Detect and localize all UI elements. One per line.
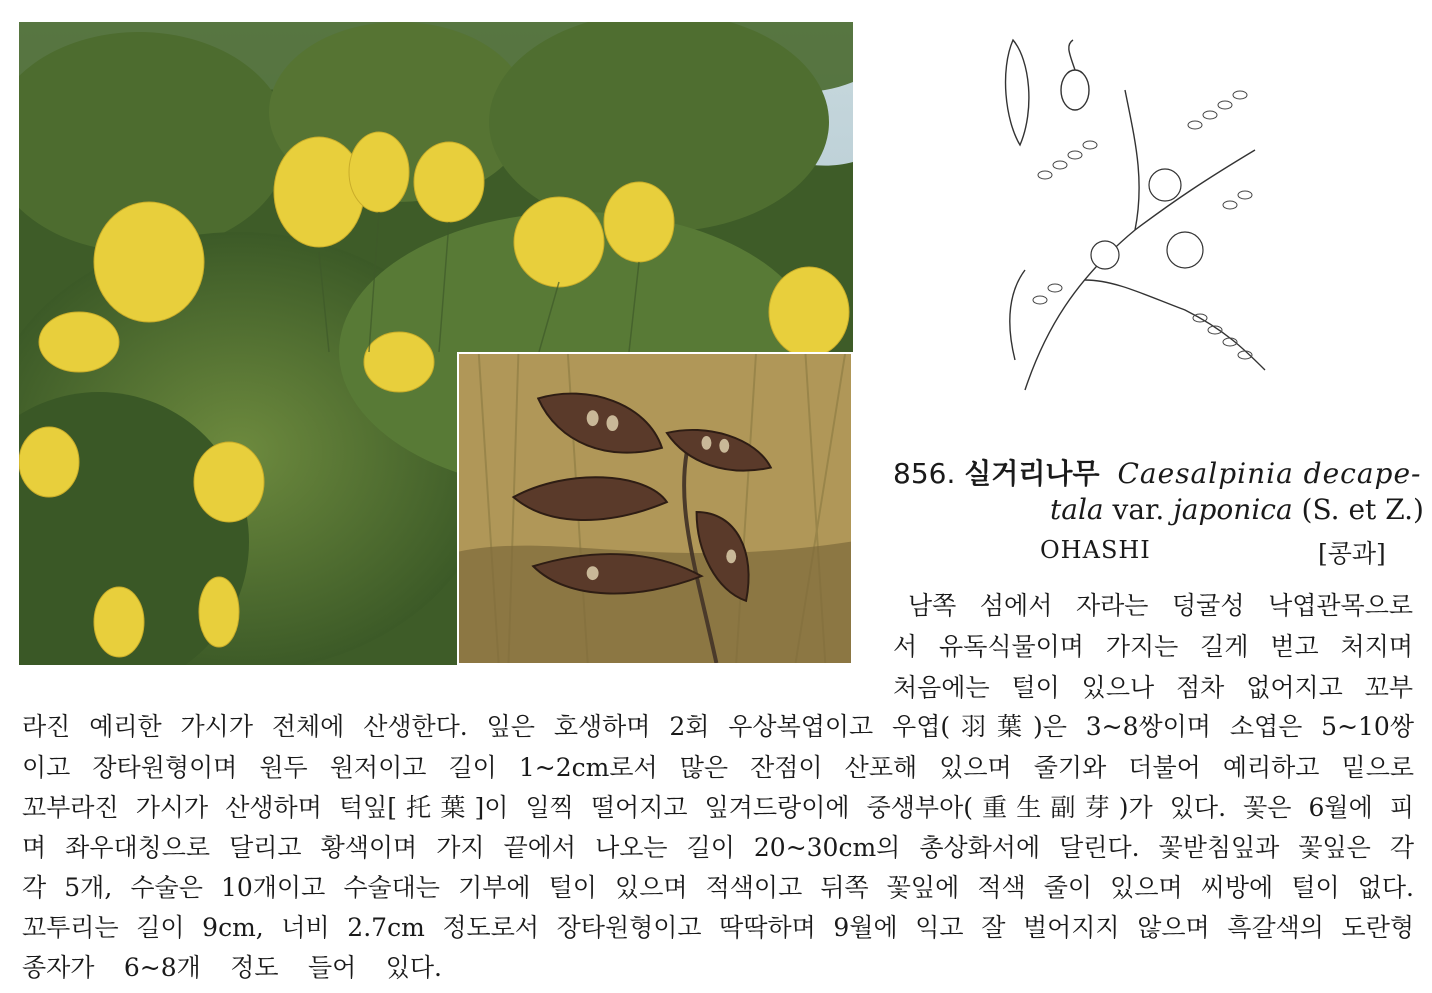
- entry-title: [893, 452, 1422, 492]
- latin-name-part-a: tala: [1050, 493, 1104, 526]
- korean-name: 실거리나무: [964, 457, 1100, 490]
- botanical-illustration: [985, 30, 1275, 405]
- body-text-line: 꼬투리는 길이 9cm, 너비 2.7cm 정도로서 장타원형이고 딱딱하며 9월에 익고 잘 벌어지지 않으며 흑갈색의 도란형: [22, 913, 1414, 942]
- body-text-line: 서 유독식물이며 가지는 길게 벋고 처지며: [893, 632, 1413, 661]
- body-text-line: 꼬부라진 가시가 산생하며 턱잎[托葉]이 일찍 떨어지고 잎겨드랑이에 중생부아(重生副芽)가 있다. 꽃은 6월에 피: [22, 793, 1414, 822]
- body-text-line: 각 5개, 수술은 10개이고 수술대는 기부에 털이 있으며 적색이고 뒤쪽 꽃잎에 적색 줄이 있으며 씨방에 털이 없다.: [22, 873, 1414, 902]
- body-text-line: 처음에는 털이 있으나 점차 없어지고 꼬부: [893, 673, 1413, 702]
- entry-number: 856.: [893, 457, 956, 490]
- body-text-line: 종자가 6~8개 정도 들어 있다.: [22, 953, 442, 982]
- latin-name-line-1: Caesalpinia decape-: [1117, 457, 1422, 490]
- body-text-line: 라진 예리한 가시가 전체에 산생한다. 잎은 호생하며 2회 우상복엽이고 우엽(羽葉)은 3~8쌍이며 소엽은 5~10쌍: [22, 712, 1414, 741]
- inset-photo-seed-pods: [457, 352, 853, 665]
- family-label: [콩과]: [1318, 539, 1386, 568]
- latin-name-author: (S. et Z.): [1292, 493, 1424, 526]
- body-text-line: 이고 장타원형이며 원두 원저이고 길이 1~2cm로서 많은 잔점이 산포해 있으며 줄기와 더불어 예리하고 밑으로: [22, 753, 1414, 782]
- latin-name-line-2: [1050, 493, 1424, 526]
- body-text-line: 며 좌우대칭으로 달리고 황색이며 가지 끝에서 나오는 길이 20~30cm의 총상화서에 달린다. 꽃받침잎과 꽃잎은 각: [22, 833, 1414, 862]
- latin-name-line-3: OHASHI: [1040, 536, 1151, 564]
- body-text-line: 남쪽 섬에서 자라는 덩굴성 낙엽관목으로: [908, 591, 1413, 620]
- latin-name-part-b: japonica: [1173, 493, 1293, 526]
- latin-name-var: var.: [1103, 493, 1174, 526]
